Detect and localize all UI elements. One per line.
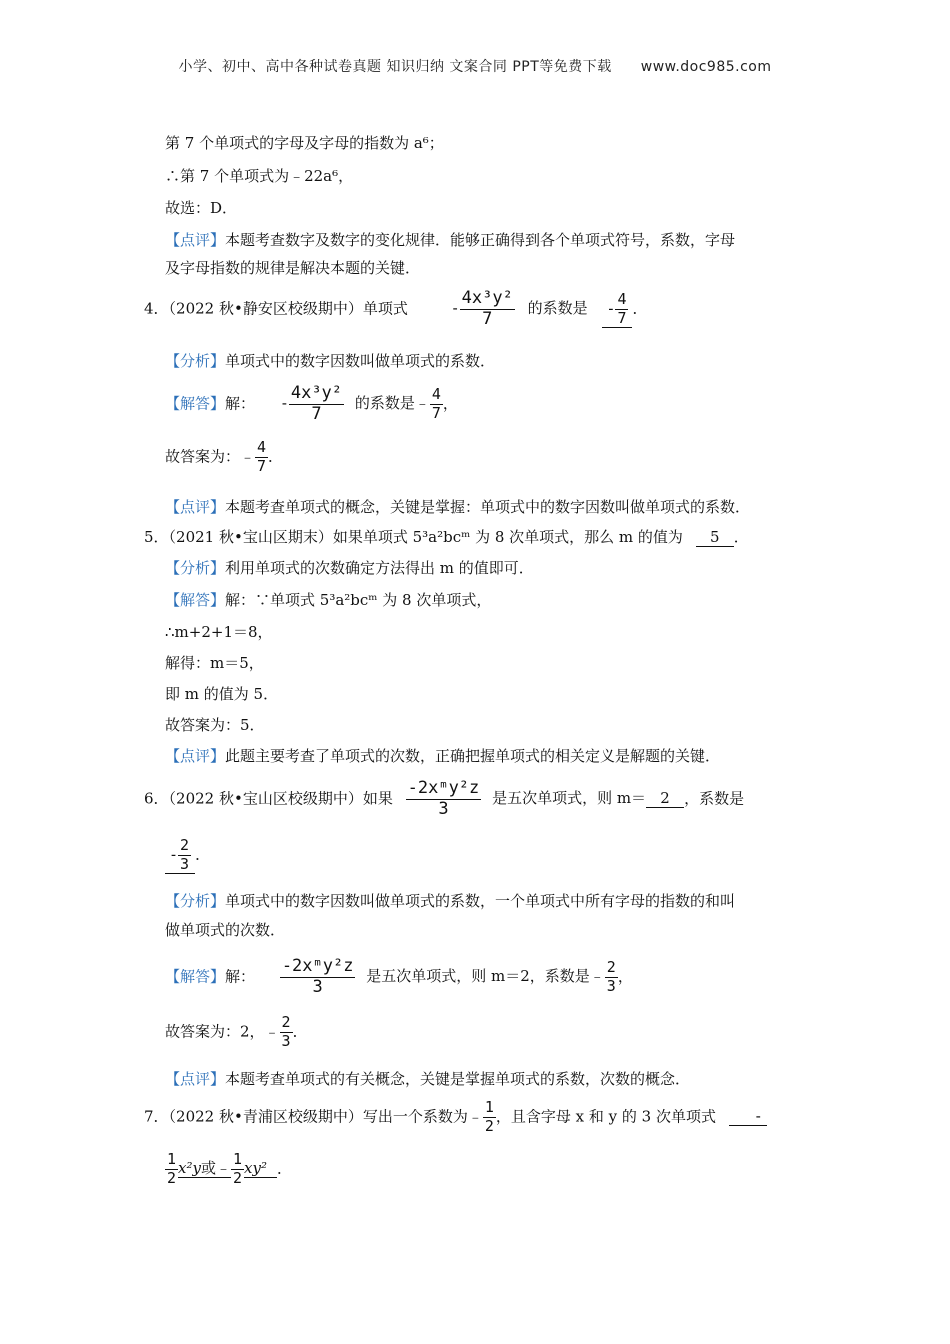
q6-comment: 【点评】本题考查单项式的有关概念，关键是掌握单项式的系数，次数的概念． [165, 1070, 691, 1088]
q4-solution-fraction: $\frac{4}{7}$ [431, 385, 441, 422]
comment-tag: 【点评】 [165, 1070, 226, 1088]
q4-analysis: 【分析】单项式中的数字因数叫做单项式的系数． [165, 352, 496, 370]
q3-line2: ∴第 7 个单项式为﹣22a⁶， [165, 167, 354, 185]
q4-answer-fraction: $\frac{4}{7}$ [617, 290, 627, 327]
q4-expression: $\frac{\text{4x³y²}}{7}$ [461, 288, 513, 329]
header-url[interactable]: www.doc985.com [640, 59, 772, 75]
q6-solution: 【解答】解： $\frac{\text{-2xᵐy²z}}{3}$ 是五次单项式，则 m＝2，系数是﹣ $\frac{2}{3}$ ， [165, 956, 633, 997]
q7-answer: $\frac{1}{2}$ x²y或﹣ $\frac{1}{2}$ xy² ． [167, 1150, 292, 1187]
q6-solution-expression: $\frac{\text{-2xᵐy²z}}{3}$ [281, 956, 354, 997]
comment-tag: 【点评】 [165, 231, 226, 249]
q4-source: （2022 秋•静安区校级期中）单项式 [168, 299, 408, 318]
q5-step3: 即 m 的值为 5． [165, 685, 279, 703]
comment-tag: 【点评】 [165, 498, 226, 516]
q5-step1: ∴m+2+1＝8， [165, 623, 273, 641]
q7-number: 7． [144, 1107, 169, 1126]
q5-answer-blank: 5 [696, 528, 734, 547]
q6-coef-answer: - $\frac{2}{3}$ ． [165, 838, 210, 874]
q6-number: 6． [144, 789, 169, 808]
q5-final: 故答案为：5． [165, 716, 265, 734]
q6-final-fraction: $\frac{2}{3}$ [281, 1013, 291, 1050]
q3-comment-cont: 及字母指数的规律是解决本题的关键． [165, 259, 421, 277]
q4-final-fraction: $\frac{4}{7}$ [257, 438, 267, 475]
q6-analysis: 【分析】单项式中的数字因数叫做单项式的系数，一个单项式中所有字母的指数的和叫 [165, 892, 736, 910]
q6-source: （2022 秋•宝山区校级期中）如果 [168, 789, 393, 808]
q7-answer-fraction-1: $\frac{1}{2}$ [167, 1150, 177, 1187]
q6-question: 6．（2022 秋•宝山区校级期中）如果 $\frac{\text{-2xᵐy²z}}{3}$ 是五次单项式，则 m＝ 2 ，系数是 [144, 778, 745, 819]
q3-line1: 第 7 个单项式的字母及字母的指数为 a⁶； [165, 134, 444, 152]
q7-source: （2022 秋•青浦区校级期中）写出一个系数为﹣ [168, 1107, 483, 1126]
q3-comment-text: 本题考查数字及数字的变化规律．能够正确得到各个单项式符号，系数，字母 [225, 231, 736, 249]
q7-question: 7．（2022 秋•青浦区校级期中）写出一个系数为﹣ $\frac{1}{2}$ ，且含字母 x 和 y 的 3 次单项式 - [144, 1100, 767, 1135]
solution-tag: 【解答】 [165, 967, 226, 986]
q7-coef-fraction: $\frac{1}{2}$ [484, 1098, 494, 1135]
q7-answer-term-2: xy² [244, 1159, 277, 1178]
analysis-tag: 【分析】 [165, 352, 226, 370]
q6-answer-m-blank: 2 [646, 789, 684, 808]
q4-final: 故答案为：﹣ $\frac{4}{7}$ ． [165, 438, 284, 475]
q6-analysis-cont: 做单项式的次数． [165, 921, 286, 939]
q4-comment: 【点评】本题考查单项式的概念，关键是掌握：单项式中的数字因数叫做单项式的系数． [165, 498, 751, 516]
q6-answer-fraction: $\frac{2}{3}$ [180, 836, 190, 873]
q4-solution: 【解答】解： - $\frac{\text{4x³y²}}{7}$ 的系数是﹣ $\frac{4}{7}$ ， [165, 383, 458, 424]
q3-comment [165, 229, 735, 251]
q3-line3: 故选：D． [165, 199, 238, 217]
q7-answer-blank-start: - [729, 1107, 767, 1126]
q5-analysis: 【分析】利用单项式的次数确定方法得出 m 的值即可． [165, 559, 534, 577]
q7-answer-term-1: x²y或﹣ [178, 1159, 231, 1178]
q6-final: 故答案为：2，﹣ $\frac{2}{3}$ ． [165, 1013, 308, 1050]
analysis-tag: 【分析】 [165, 892, 226, 910]
q6-solution-fraction: $\frac{2}{3}$ [606, 958, 616, 995]
q5-number: 5． [144, 528, 169, 546]
q6-answer-coef-blank: - $\frac{2}{3}$ [165, 838, 195, 874]
q5-solution: 【解答】解：∵单项式 5³a²bcᵐ 为 8 次单项式， [165, 591, 492, 609]
q5-question: 5．（2021 秋•宝山区期末）如果单项式 5³a²bcᵐ 为 8 次单项式，那么 m 的值为 5 ． [144, 528, 749, 546]
q7-answer-fraction-2: $\frac{1}{2}$ [233, 1150, 243, 1187]
header-text: 小学、初中、高中各种试卷真题 知识归纳 文案合同 PPT等免费下载 [178, 59, 612, 75]
q4-text-after: 的系数是 [527, 299, 588, 318]
q4-solution-expression: $\frac{\text{4x³y²}}{7}$ [290, 383, 343, 424]
solution-tag: 【解答】 [165, 394, 226, 413]
q5-comment: 【点评】此题主要考查了单项式的次数，正确把握单项式的相关定义是解题的关键． [165, 747, 721, 765]
q4-number: 4． [144, 299, 169, 318]
solution-tag: 【解答】 [165, 591, 226, 609]
q4-question: 4．（2022 秋•静安区校级期中）单项式 - $\frac{\text{4x³y²}}{7}$ 的系数是 - $\frac{4}{7}$ ． [144, 288, 648, 329]
q6-expression: $\frac{\text{-2xᵐy²z}}{3}$ [407, 778, 480, 819]
q5-source: （2021 秋•宝山区期末）如果单项式 5³a²bcᵐ 为 8 次单项式，那么 m 的值为 [168, 528, 683, 546]
page-header [0, 56, 950, 76]
analysis-tag: 【分析】 [165, 559, 226, 577]
q5-step2: 解得：m＝5， [165, 654, 264, 672]
q4-answer-blank: - $\frac{4}{7}$ [602, 292, 632, 328]
comment-tag: 【点评】 [165, 747, 226, 765]
